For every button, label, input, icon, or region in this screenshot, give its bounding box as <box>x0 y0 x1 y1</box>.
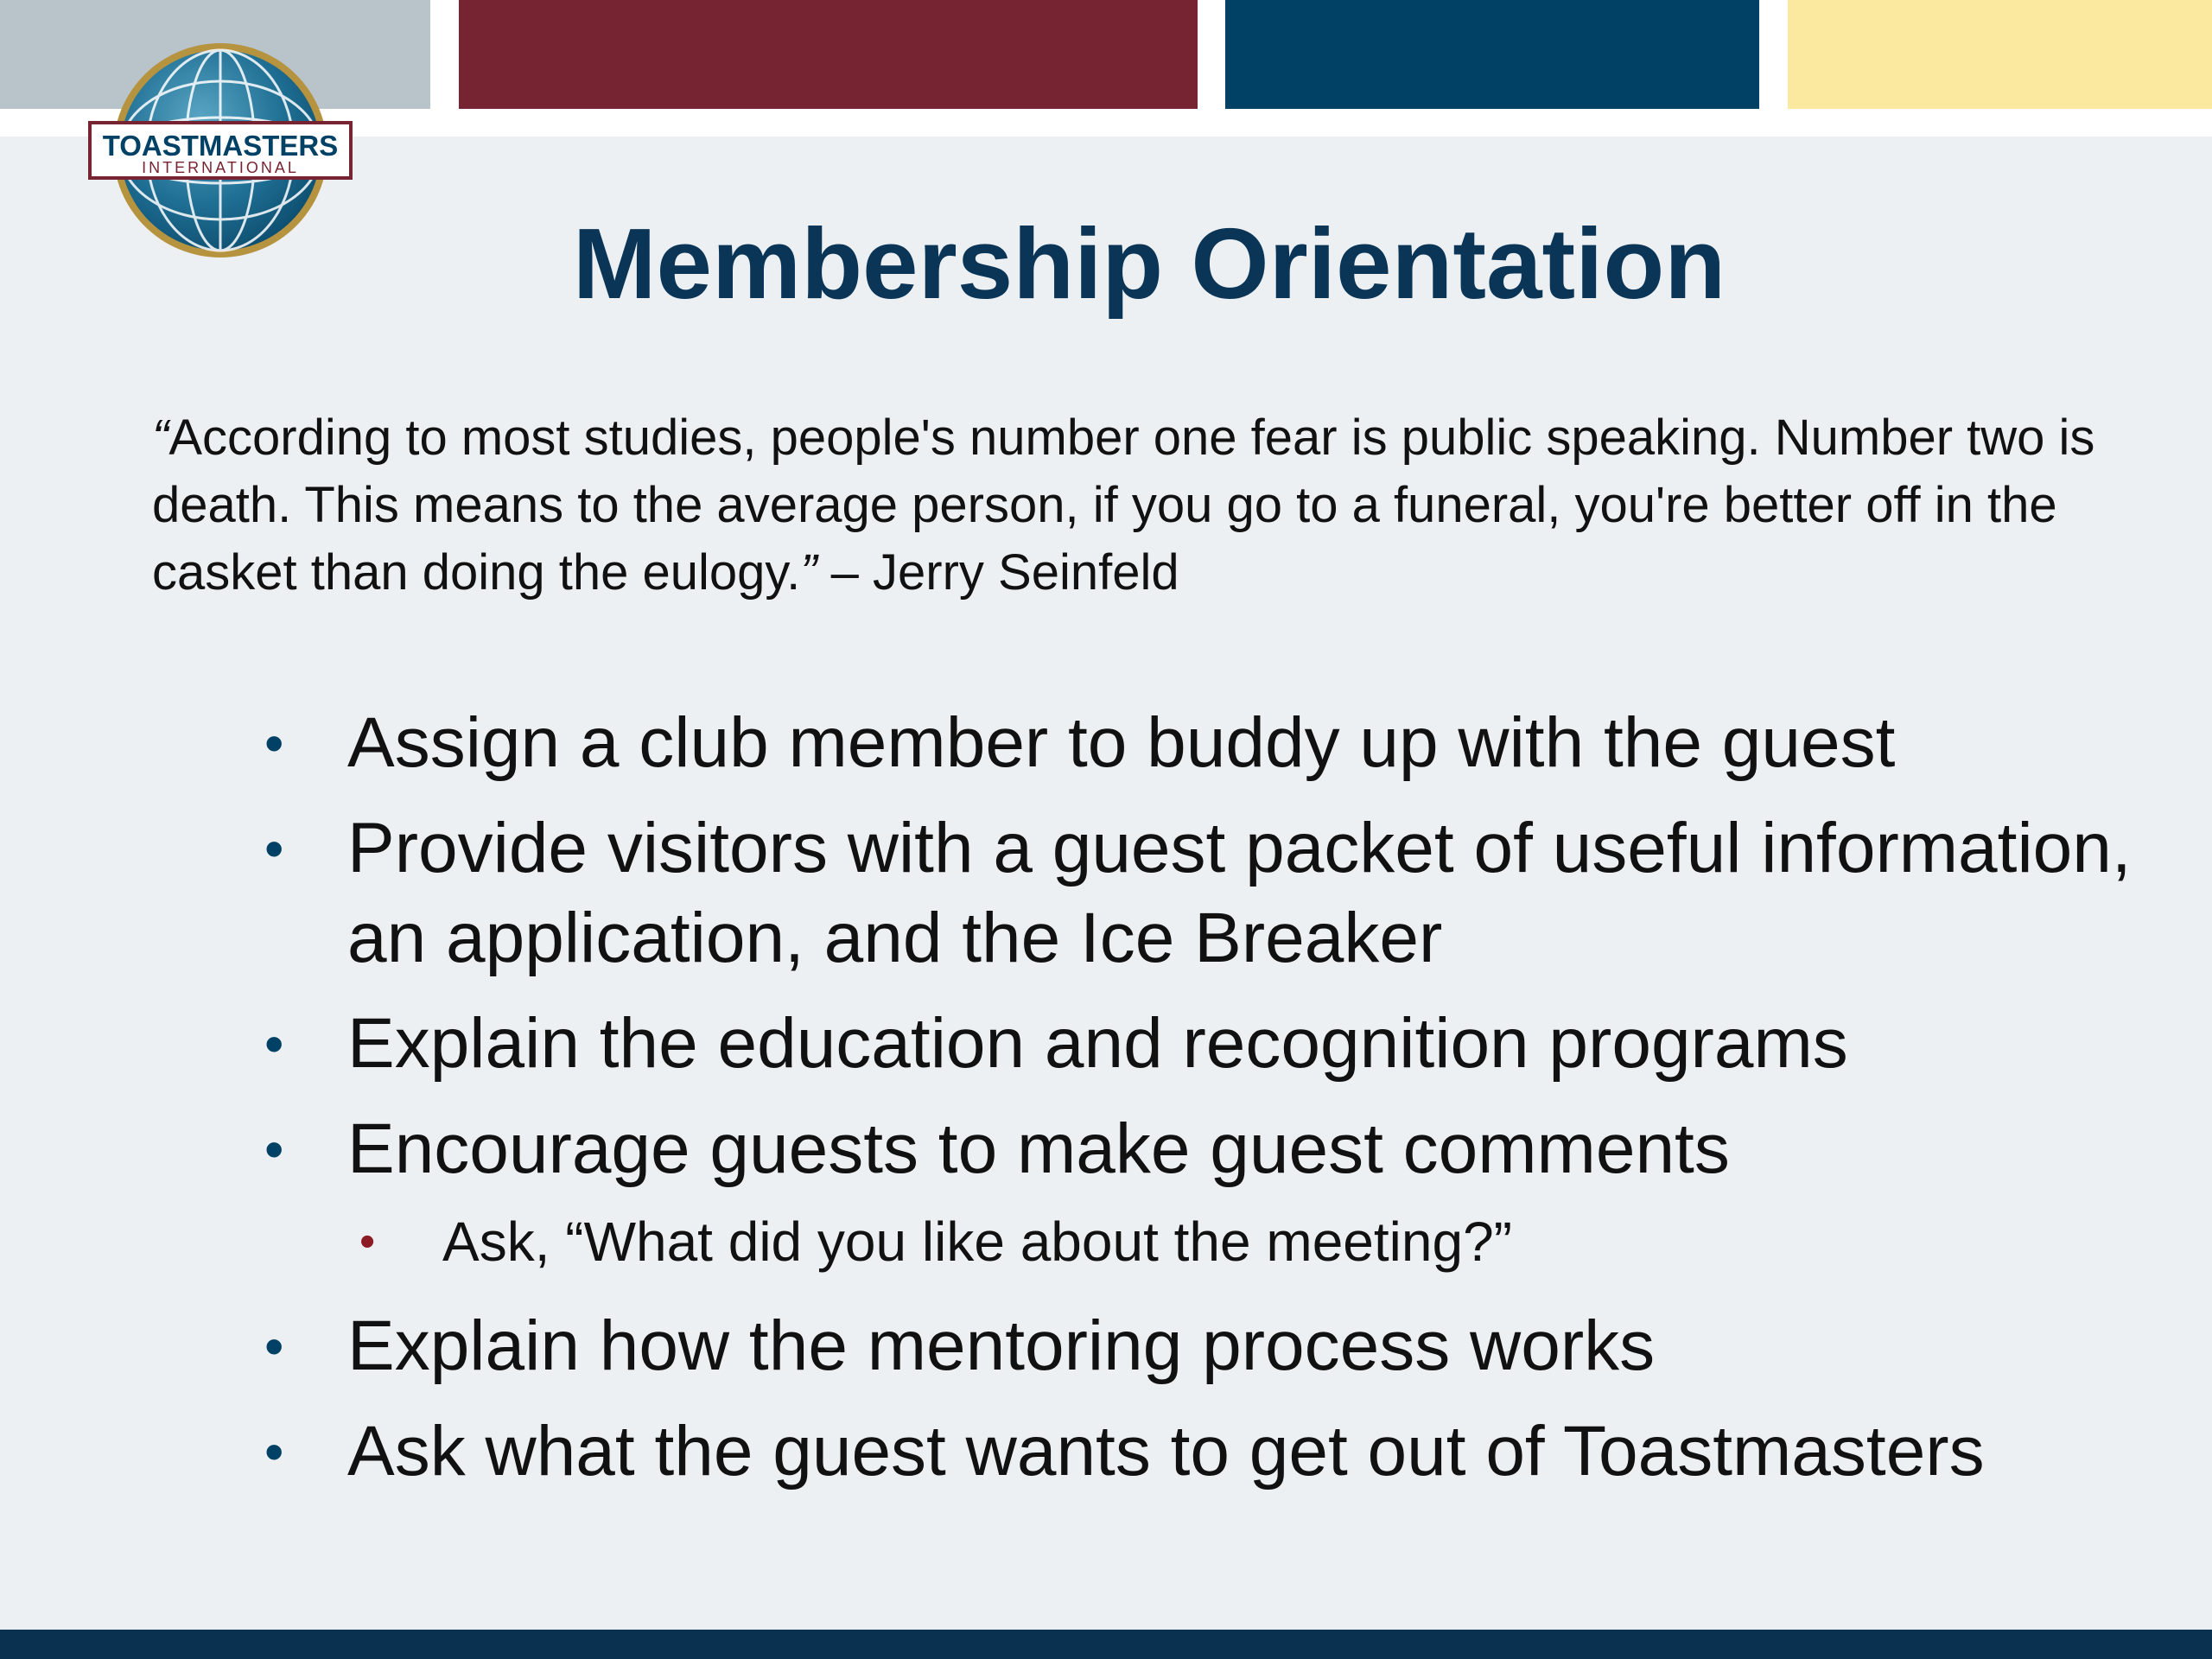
bullet-icon: • <box>264 1421 284 1483</box>
sub-list-item <box>251 1205 2152 1279</box>
list-item <box>251 804 2152 983</box>
list-item <box>251 1104 2152 1194</box>
list-item-text: Encourage guests to make guest comments <box>347 1109 1730 1188</box>
bullet-icon: • <box>264 1315 284 1377</box>
list-item-text: Ask what the guest wants to get out of Toastmasters <box>347 1412 1985 1491</box>
header-block-yellow <box>1788 0 2212 109</box>
list-item <box>251 999 2152 1089</box>
footer-bar <box>0 1630 2212 1659</box>
list-item-text: Assign a club member to buddy up with the guest <box>347 703 1896 782</box>
header-block-maroon <box>459 0 1198 109</box>
list-item <box>251 1301 2152 1391</box>
slide-title: Membership Orientation <box>572 207 1726 320</box>
logo-text-line1: TOASTMASTERS <box>102 130 339 162</box>
list-item-text: Explain how the mentoring process works <box>347 1306 1656 1385</box>
sub-bullet-icon: • <box>359 1217 376 1267</box>
quote-attribution: – Jerry Seinfeld <box>817 544 1179 601</box>
list-item-text: Provide visitors with a guest packet of useful information, an application, and the Ice Breaker <box>347 809 2132 977</box>
header-block-navy <box>1225 0 1759 109</box>
bullet-list <box>251 698 2152 1512</box>
bullet-icon: • <box>264 712 284 774</box>
logo-text-line2: INTERNATIONAL <box>142 159 299 176</box>
bullet-icon: • <box>264 1118 284 1180</box>
quote-open-mark: “ <box>152 410 169 466</box>
quote-close-mark: ” <box>800 544 817 601</box>
bullet-icon: • <box>264 817 284 880</box>
list-item-text: Explain the education and recognition programs <box>347 1004 1848 1083</box>
list-item <box>251 698 2152 788</box>
quote-text: According to most studies, people's number one fear is public speaking. Number two is death. This means to the average person, if you go to a funeral, you're better off in the casket than doing the eulogy. <box>152 410 2095 601</box>
bullet-icon: • <box>264 1013 284 1075</box>
sub-list-item-text: Ask, “What did you like about the meeting?” <box>442 1211 1512 1273</box>
list-item <box>251 1407 2152 1497</box>
quote-block <box>152 404 2113 607</box>
